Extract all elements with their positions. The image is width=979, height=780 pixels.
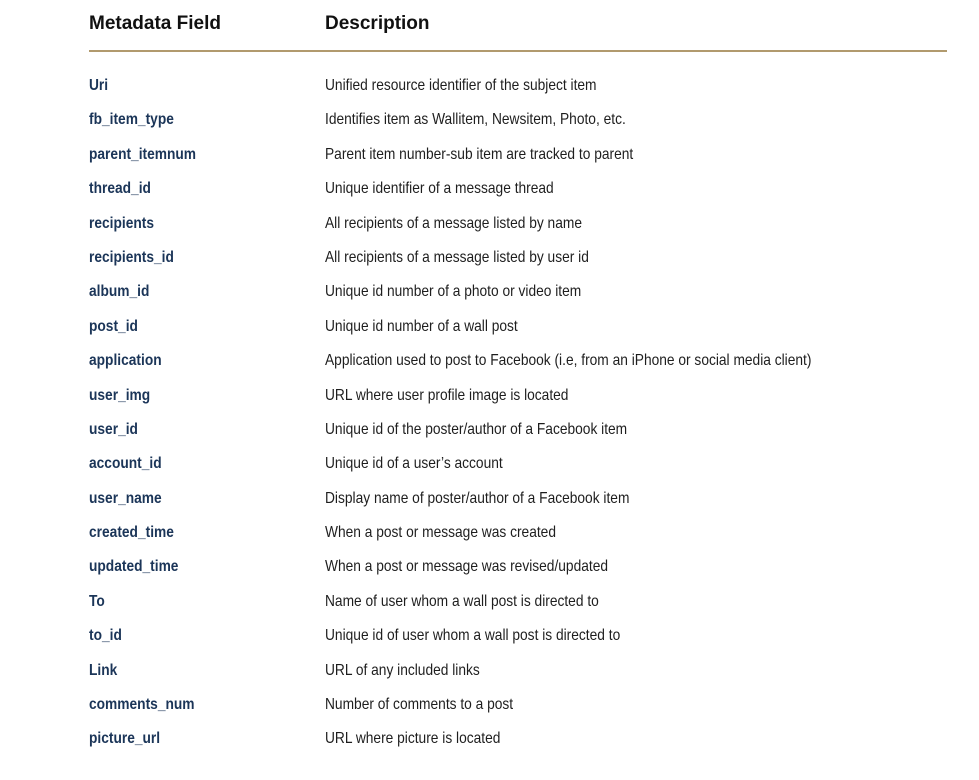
table-row xyxy=(89,590,947,624)
metadata-field-description: Unique id number of a wall post xyxy=(325,317,518,335)
table-row xyxy=(89,418,947,452)
table-row xyxy=(89,280,947,314)
table-row xyxy=(89,521,947,555)
table-row xyxy=(89,555,947,589)
metadata-field-name: album_id xyxy=(89,283,150,301)
metadata-field-name: To xyxy=(89,592,105,610)
table-row xyxy=(89,143,947,177)
metadata-field-description: Application used to post to Facebook (i.e, from an iPhone or social media client) xyxy=(325,352,812,370)
metadata-field-name: recipients xyxy=(89,214,155,232)
metadata-field-name: application xyxy=(89,352,162,370)
header-metadata-field: Metadata Field xyxy=(89,13,221,34)
table-row xyxy=(89,452,947,486)
table-row xyxy=(89,212,947,246)
table-row xyxy=(89,108,947,142)
metadata-field-name: account_id xyxy=(89,455,162,473)
table-row xyxy=(89,693,947,727)
metadata-field-description: Number of comments to a post xyxy=(325,696,514,714)
metadata-field-name: thread_id xyxy=(89,180,151,198)
metadata-field-description: Parent item number-sub item are tracked to parent xyxy=(325,145,634,163)
table-body xyxy=(89,74,947,762)
metadata-field-description: Unique id of a user’s account xyxy=(325,455,503,473)
metadata-field-name: user_img xyxy=(89,386,151,404)
metadata-field-description: Unique identifier of a message thread xyxy=(325,180,554,198)
header-description: Description xyxy=(325,13,430,34)
metadata-table xyxy=(89,0,947,762)
metadata-field-description: URL of any included links xyxy=(325,661,480,679)
metadata-field-description: Unified resource identifier of the subject item xyxy=(325,77,597,94)
metadata-field-name: recipients_id xyxy=(89,248,174,266)
metadata-field-name: user_id xyxy=(89,420,138,438)
metadata-field-name: updated_time xyxy=(89,558,179,576)
metadata-field-description: Unique id of the poster/author of a Facebook item xyxy=(325,420,628,438)
metadata-field-description: When a post or message was created xyxy=(325,524,556,542)
metadata-field-name: created_time xyxy=(89,524,174,542)
table-header xyxy=(89,0,947,52)
metadata-field-name: Link xyxy=(89,661,118,679)
table-row xyxy=(89,727,947,761)
table-row xyxy=(89,624,947,658)
table-row xyxy=(89,177,947,211)
table-row xyxy=(89,246,947,280)
metadata-field-name: to_id xyxy=(89,627,122,645)
table-row xyxy=(89,659,947,693)
metadata-field-description: When a post or message was revised/updated xyxy=(325,558,609,576)
metadata-field-name: post_id xyxy=(89,317,138,335)
table-row xyxy=(89,315,947,349)
metadata-field-name: Uri xyxy=(89,77,109,94)
metadata-field-description: All recipients of a message listed by name xyxy=(325,214,582,232)
metadata-field-description: Display name of poster/author of a Facebook item xyxy=(325,489,630,507)
metadata-field-name: picture_url xyxy=(89,730,161,748)
table-row xyxy=(89,74,947,108)
metadata-field-name: parent_itemnum xyxy=(89,145,197,163)
table-row xyxy=(89,384,947,418)
metadata-field-description: Identifies item as Wallitem, Newsitem, Photo, etc. xyxy=(325,111,626,129)
metadata-field-description: All recipients of a message listed by user id xyxy=(325,248,589,266)
metadata-field-name: fb_item_type xyxy=(89,111,174,129)
metadata-field-name: user_name xyxy=(89,489,162,507)
table-row xyxy=(89,487,947,521)
metadata-field-name: comments_num xyxy=(89,696,195,714)
metadata-field-description: Unique id of user whom a wall post is directed to xyxy=(325,627,621,645)
metadata-field-description: URL where user profile image is located xyxy=(325,386,569,404)
metadata-field-description: Unique id number of a photo or video item xyxy=(325,283,582,301)
metadata-field-description: Name of user whom a wall post is directed to xyxy=(325,592,599,610)
table-row xyxy=(89,349,947,383)
metadata-field-description: URL where picture is located xyxy=(325,730,501,748)
